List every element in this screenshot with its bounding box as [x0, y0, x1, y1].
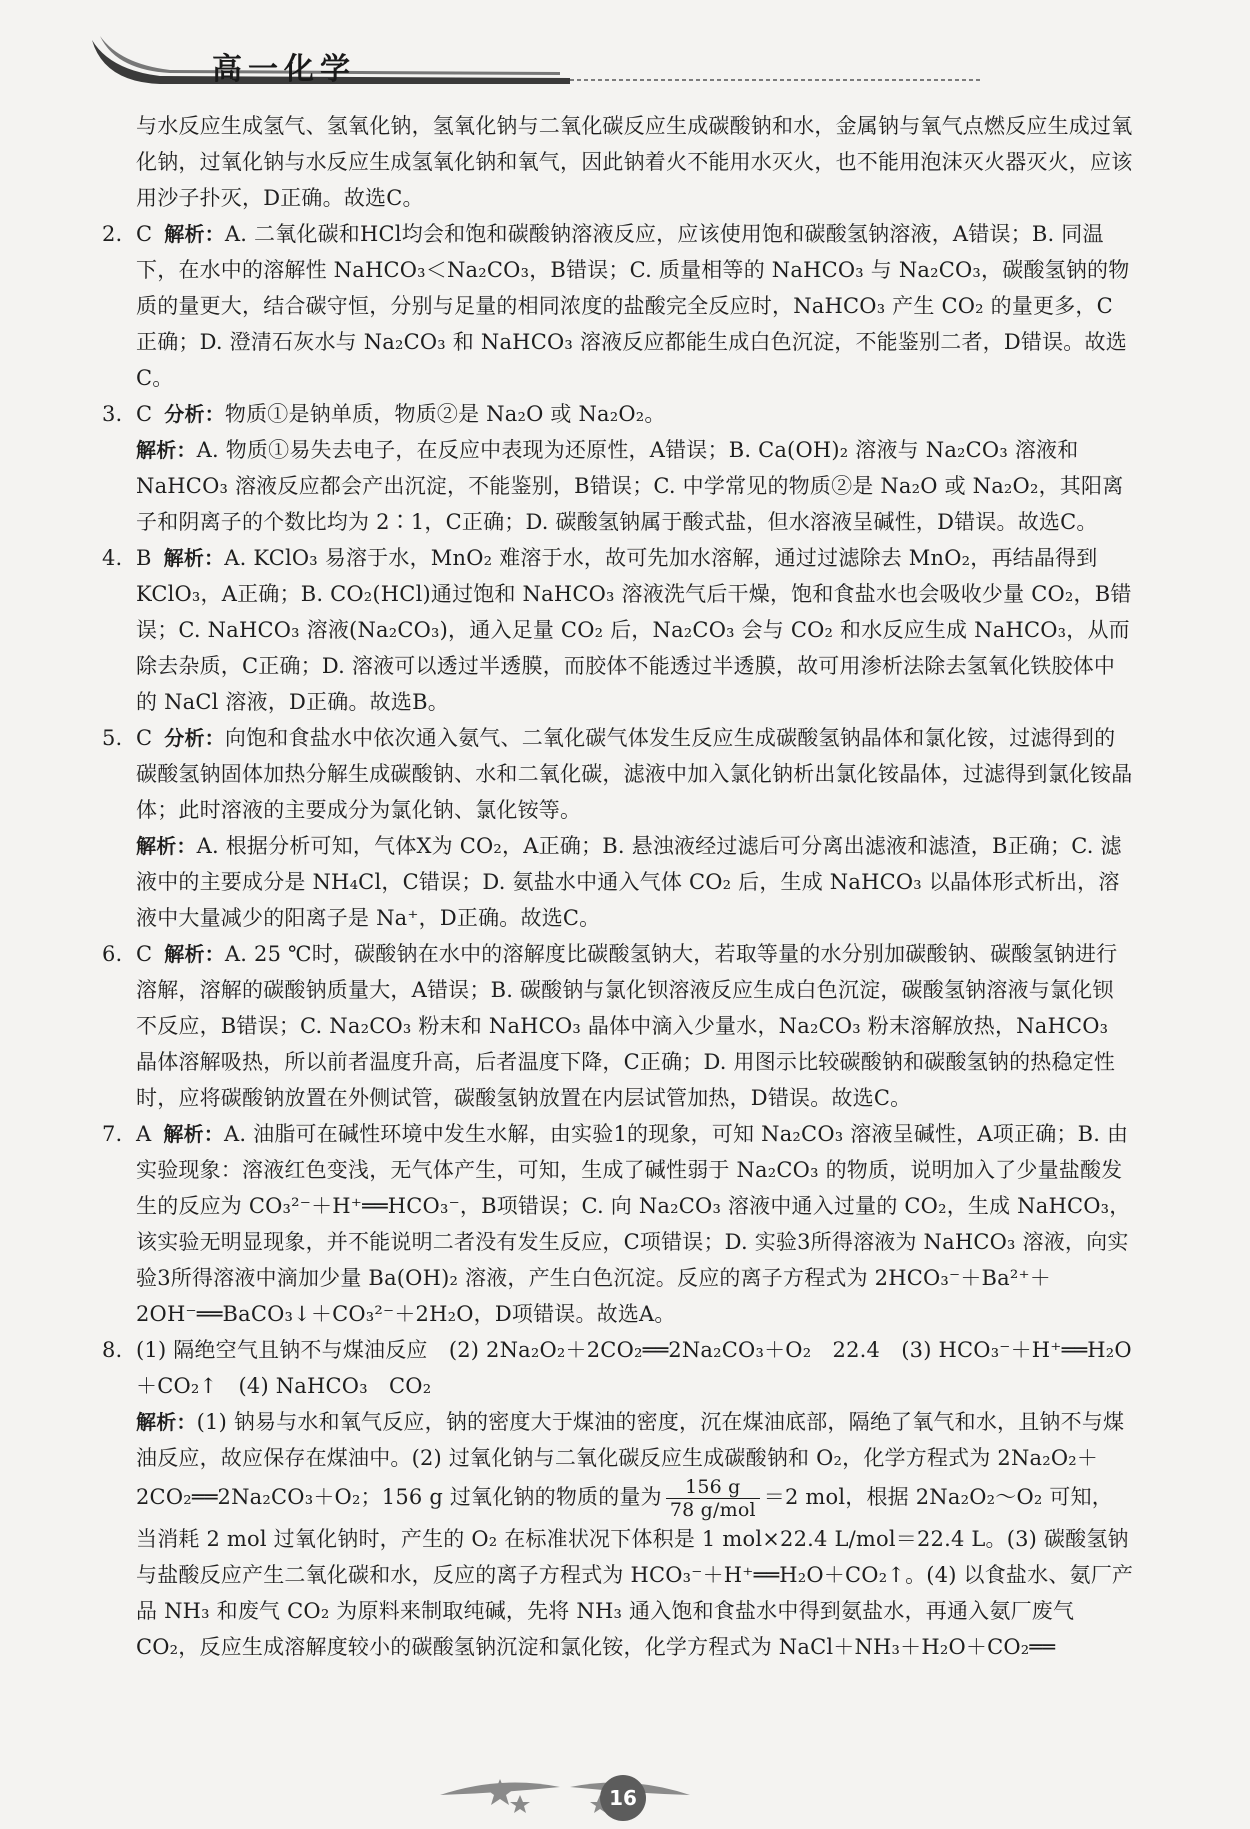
item-analysis: A. KClO₃ 易溶于水，MnO₂ 难溶于水，故可先加水溶解，通过过滤除去 MnO₂，再结晶得到 KClO₃，A正确；B. CO₂(HCl)通过饱和 NaHCO₃ 溶液洗气后干燥，饱和食盐水也会吸收少量 CO₂，B错误；C. NaHCO₃ 溶液(Na₂CO₃)，通入足量 CO₂ 后，Na₂CO₃ 会与 CO₂ 和水反应生成 NaHCO₃，从而除去杂质，C正确；D. 溶液可以透过半透膜，而胶体不能透过半透膜，故可用渗析法除去氢氧化铁胶体中的 NaCl 溶液，D正确。故选B。 — [136, 546, 1132, 714]
preanalysis-label: 分析： — [164, 402, 225, 426]
fraction — [666, 1476, 760, 1521]
item-analysis: A. 油脂可在碱性环境中发生水解，由实验1的现象，可知 Na₂CO₃ 溶液呈碱性，A项正确；B. 由实验现象：溶液红色变浅，无气体产生，可知，生成了碱性弱于 Na₂CO₃ 的物质，说明加入了少量盐酸发生的反应为 CO₃²⁻＋H⁺══HCO₃⁻，B项错误；C. 向 Na₂CO₃ 溶液中通入过量的 CO₂，生成 NaHCO₃，该实验无明显现象，并不能说明二者没有发生反应，C项错误；D. 实验3所得溶液为 NaHCO₃ 溶液，向实验3所得溶液中滴加少量 Ba(OH)₂ 溶液，产生白色沉淀。反应的离子方程式为 2HCO₃⁻＋Ba²⁺＋2OH⁻══BaCO₃↓＋CO₃²⁻＋2H₂O，D项错误。故选A。 — [136, 1122, 1131, 1326]
item-answer: C — [136, 222, 153, 246]
analysis-label: 解析： — [164, 942, 225, 966]
answer-item-2 — [102, 216, 1134, 396]
answer-item-4 — [102, 540, 1134, 720]
page-number: 16 — [600, 1775, 646, 1821]
fraction-numerator: 156 g — [666, 1476, 760, 1499]
answer-content — [102, 108, 1134, 1665]
item-preanalysis: 物质①是钠单质，物质②是 Na₂O 或 Na₂O₂。 — [224, 402, 666, 426]
item-number: 4. — [102, 546, 123, 570]
item-answer: C — [136, 402, 153, 426]
item-answer: (1) 隔绝空气且钠不与煤油反应 (2) 2Na₂O₂＋2CO₂══2Na₂CO₃＋O₂ 22.4 (3) HCO₃⁻＋H⁺══H₂O＋CO₂↑ (4) NaHCO₃ CO₂ — [136, 1338, 1132, 1398]
header-title: 高一化学 — [212, 52, 356, 87]
preanalysis-label: 分析： — [164, 726, 225, 750]
item-answer: A — [136, 1122, 152, 1146]
item-analysis-part3: ＝2 mol，根据 2Na₂O₂～O₂ 可知，当消 — [136, 1485, 1113, 1551]
item-analysis: A. 25 ℃时，碳酸钠在水中的溶解度比碳酸氢钠大，若取等量的水分别加碳酸钠、碳酸氢钠进行溶解，溶解的碳酸钠质量大，A错误；B. 碳酸钠与氯化钡溶液反应生成白色沉淀，碳酸氢钠溶液与氯化钡不反应，B错误；C. Na₂CO₃ 粉末和 NaHCO₃ 晶体中滴入少量水，Na₂CO₃ 粉末溶解放热，NaHCO₃ 晶体溶解吸热，所以前者温度升高，后者温度下降，C正确；D. 用图示比较碳酸钠和碳酸氢钠的热稳定性时，应将碳酸钠放置在外侧试管，碳酸氢钠放置在内层试管加热，D错误。故选C。 — [136, 942, 1118, 1110]
header-swoosh-decoration — [0, 0, 1250, 110]
item-number: 7. — [102, 1122, 123, 1146]
item-number: 2. — [102, 222, 123, 246]
item-number: 3. — [102, 402, 123, 426]
item-answer: B — [136, 546, 152, 570]
item-analysis-part1: (1) 钠易与水和氧气反应，钠的密度大于煤油的密度，沉在煤油底部，隔绝了氧气和水，且钠不与煤油反应，故应保存在煤油中。(2) 过氧化钠与二氧化碳反应生成碳酸钠和 O₂，化学方程式为 2Na₂O₂＋ — [136, 1410, 1125, 1470]
item-preanalysis: 向饱和食盐水中依次通入氨气、二氧化碳气体发生反应生成碳酸氢钠晶体和氯化铵，过滤得到的碳酸氢钠固体加热分解生成碳酸钠、水和二氧化碳，滤液中加入氯化钠析出氯化铵晶体，过滤得到氯化铵晶体；此时溶液的主要成分为氯化钠、氯化铵等。 — [136, 726, 1133, 822]
analysis-label: 解析： — [163, 1122, 224, 1146]
item-answer: C — [136, 726, 153, 750]
analysis-label: 解析： — [164, 222, 225, 246]
analysis-label: 解析： — [136, 834, 197, 858]
fraction-denominator: 78 g/mol — [669, 1499, 756, 1521]
item-answer: C — [136, 942, 153, 966]
answer-item-6 — [102, 936, 1134, 1116]
item-analysis: A. 根据分析可知，气体X为 CO₂，A正确；B. 悬浊液经过滤后可分离出滤液和滤渣，B正确；C. 滤液中的主要成分是 NH₄Cl，C错误；D. 氨盐水中通入气体 CO₂ 后，生成 NaHCO₃ 以晶体形式析出，溶液中大量减少的阳离子是 Na⁺，D正确。故选C。 — [136, 834, 1122, 930]
answer-item-8 — [102, 1332, 1134, 1665]
answer-item-7 — [102, 1116, 1134, 1332]
item-number: 6. — [102, 942, 123, 966]
item-analysis-part2: 2CO₂══2Na₂CO₃＋O₂；156 g 过氧化钠的物质的量为 — [136, 1485, 662, 1509]
item-analysis-part4: 耗 2 mol 过氧化钠时，产生的 O₂ 在标准状况下体积是 1 mol×22.4 L/mol＝22.4 L。(3) 碳酸氢钠与盐酸反应产生二氧化碳和水，反应的离子方程式为 HCO₃⁻＋H⁺══H₂O＋CO₂↑。(4) 以食盐水、氨厂产品 NH₃ 和废气 CO₂ 为原料来制取纯碱，先将 NH₃ 通入饱和食盐水中得到氨盐水，再通入氨厂废气 CO₂，反应生成溶解度较小的碳酸氢钠沉淀和氯化铵，化学方程式为 NaCl＋NH₃＋H₂O＋CO₂══ — [136, 1527, 1134, 1659]
page-header — [0, 0, 1250, 110]
answer-item-3 — [102, 396, 1134, 540]
analysis-label: 解析： — [136, 438, 197, 462]
analysis-label: 解析： — [136, 1410, 197, 1434]
continued-paragraph: 与水反应生成氢气、氢氧化钠，氢氧化钠与二氧化碳反应生成碳酸钠和水，金属钠与氧气点燃反应生成过氧化钠，过氧化钠与水反应生成氢氧化钠和氧气，因此钠着火不能用水灭火，也不能用泡沫灭火器灭火，应该用沙子扑灭，D正确。故选C。 — [136, 114, 1133, 210]
answer-item-5 — [102, 720, 1134, 936]
item-number: 5. — [102, 726, 123, 750]
item-analysis: A. 二氧化碳和HCl均会和饱和碳酸钠溶液反应，应该使用饱和碳酸氢钠溶液，A错误；B. 同温下，在水中的溶解性 NaHCO₃＜Na₂CO₃，B错误；C. 质量相等的 NaHCO₃ 与 Na₂CO₃，碳酸氢钠的物质的量更大，结合碳守恒，分别与足量的相同浓度的盐酸完全反应时，NaHCO₃ 产生 CO₂ 的量更多，C正确；D. 澄清石灰水与 Na₂CO₃ 和 NaHCO₃ 溶液反应都能生成白色沉淀，不能鉴别二者，D错误。故选C。 — [136, 222, 1130, 390]
analysis-label: 解析： — [163, 546, 225, 570]
item-number: 8. — [102, 1338, 123, 1362]
item-analysis: A. 物质①易失去电子，在反应中表现为还原性，A错误；B. Ca(OH)₂ 溶液与 Na₂CO₃ 溶液和 NaHCO₃ 溶液反应都会产出沉淀，不能鉴别，B错误；C. 中学常见的物质②是 Na₂O 或 Na₂O₂，其阳离子和阴离子的个数比均为 2∶1，C正确；D. 碳酸氢钠属于酸式盐，但水溶液呈碱性，D错误。故选C。 — [136, 438, 1124, 534]
